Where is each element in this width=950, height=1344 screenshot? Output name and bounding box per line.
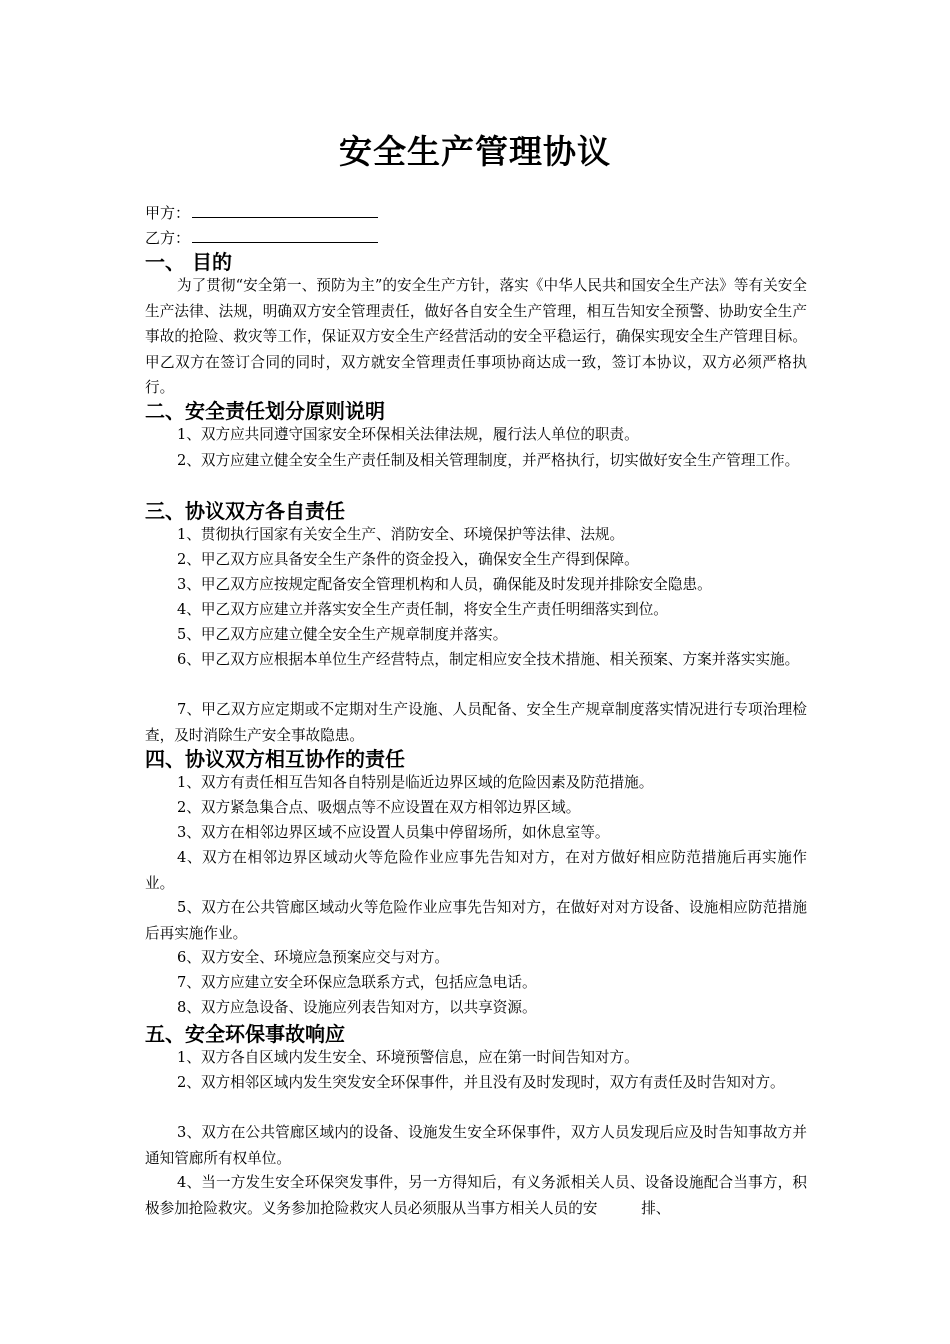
paragraph: 7、甲乙双方应定期或不定期对生产设施、人员配备、安全生产规章制度落实情况进行专项治理检查，及时消除生产安全事故隐患。 <box>145 701 807 744</box>
paragraph: 1、双方各自区域内发生安全、环境预警信息，应在第一时间告知对方。 <box>177 1049 639 1066</box>
paragraph: 3、甲乙双方应按规定配备安全管理机构和人员，确保能及时发现并排除安全隐患。 <box>177 576 712 593</box>
section-heading: 三、协议双方各自责任 <box>145 499 345 523</box>
document-title: 安全生产管理协议 <box>339 132 611 171</box>
party-b-row <box>145 227 378 249</box>
paragraph: 2、双方紧急集合点、吸烟点等不应设置在双方相邻边界区域。 <box>177 799 581 816</box>
paragraph: 4、甲乙双方应建立并落实安全生产责任制，将安全生产责任明细落实到位。 <box>177 601 668 618</box>
section-heading: 二、安全责任划分原则说明 <box>145 399 385 423</box>
paragraph: 5、双方在公共管廊区域动火等危险作业应事先告知对方，在做好对对方设备、设施相应防范措施后再实施作业。 <box>145 899 807 942</box>
paragraph: 2、甲乙双方应具备安全生产条件的资金投入，确保安全生产得到保障。 <box>177 551 639 568</box>
paragraph: 4、双方在相邻边界区域动火等危险作业应事先告知对方，在对方做好相应防范措施后再实施作业。 <box>145 849 807 892</box>
paragraph: 3、双方在公共管廊区域内的设备、设施发生安全环保事件，双方人员发现后应及时告知事故方并通知管廊所有权单位。 <box>145 1124 807 1167</box>
section-heading: 五、安全环保事故响应 <box>145 1022 345 1046</box>
party-a-label: 甲方： <box>145 204 191 222</box>
paragraph: 1、双方应共同遵守国家安全环保相关法律法规，履行法人单位的职责。 <box>177 426 639 443</box>
paragraph: 4、当一方发生安全环保突发事件，另一方得知后，有义务派相关人员、设备设施配合当事方，积极参加抢险救灾。义务参加抢险救灾人员必须服从当事方相关人员的安 排、 <box>145 1174 807 1217</box>
party-a-row <box>145 202 378 224</box>
party-b-blank <box>192 228 378 243</box>
paragraph: 2、双方相邻区域内发生突发安全环保事件，并且没有及时发现时，双方有责任及时告知对方。 <box>177 1074 785 1091</box>
paragraph: 6、甲乙双方应根据本单位生产经营特点，制定相应安全技术措施、相关预案、方案并落实实施。 <box>177 651 800 668</box>
paragraph: 6、双方安全、环境应急预案应交与对方。 <box>177 949 449 966</box>
section-heading: 一、 目的 <box>145 250 232 274</box>
party-b-label: 乙方： <box>145 229 191 247</box>
paragraph: 1、双方有责任相互告知各自特别是临近边界区域的危险因素及防范措施。 <box>177 774 654 791</box>
paragraph: 1、贯彻执行国家有关安全生产、消防安全、环境保护等法律、法规。 <box>177 526 625 543</box>
paragraph: 5、甲乙双方应建立健全安全生产规章制度并落实。 <box>177 626 508 643</box>
paragraph: 为了贯彻“安全第一、预防为主”的安全生产方针，落实《中华人民共和国安全生产法》等有关安全生产法律、法规，明确双方安全管理责任，做好各自安全生产管理，相互告知安全预警、协助安全生产事故的抢险、救灾等工作，保证双方安全生产经营活动的安全平稳运行，确保实现安全生产管理目标。甲乙双方在签订合同的同时，双方就安全管理责任事项协商达成一致，签订本协议，双方必须严格执行。 <box>145 277 807 396</box>
paragraph: 3、双方在相邻边界区域不应设置人员集中停留场所，如休息室等。 <box>177 824 610 841</box>
section-heading: 四、协议双方相互协作的责任 <box>145 747 405 771</box>
paragraph: 8、双方应急设备、设施应列表告知对方，以共享资源。 <box>177 999 537 1016</box>
party-a-blank <box>192 203 378 218</box>
paragraph: 2、双方应建立健全安全生产责任制及相关管理制度，并严格执行，切实做好安全生产管理工作。 <box>177 452 800 469</box>
paragraph: 7、双方应建立安全环保应急联系方式，包括应急电话。 <box>177 974 537 991</box>
